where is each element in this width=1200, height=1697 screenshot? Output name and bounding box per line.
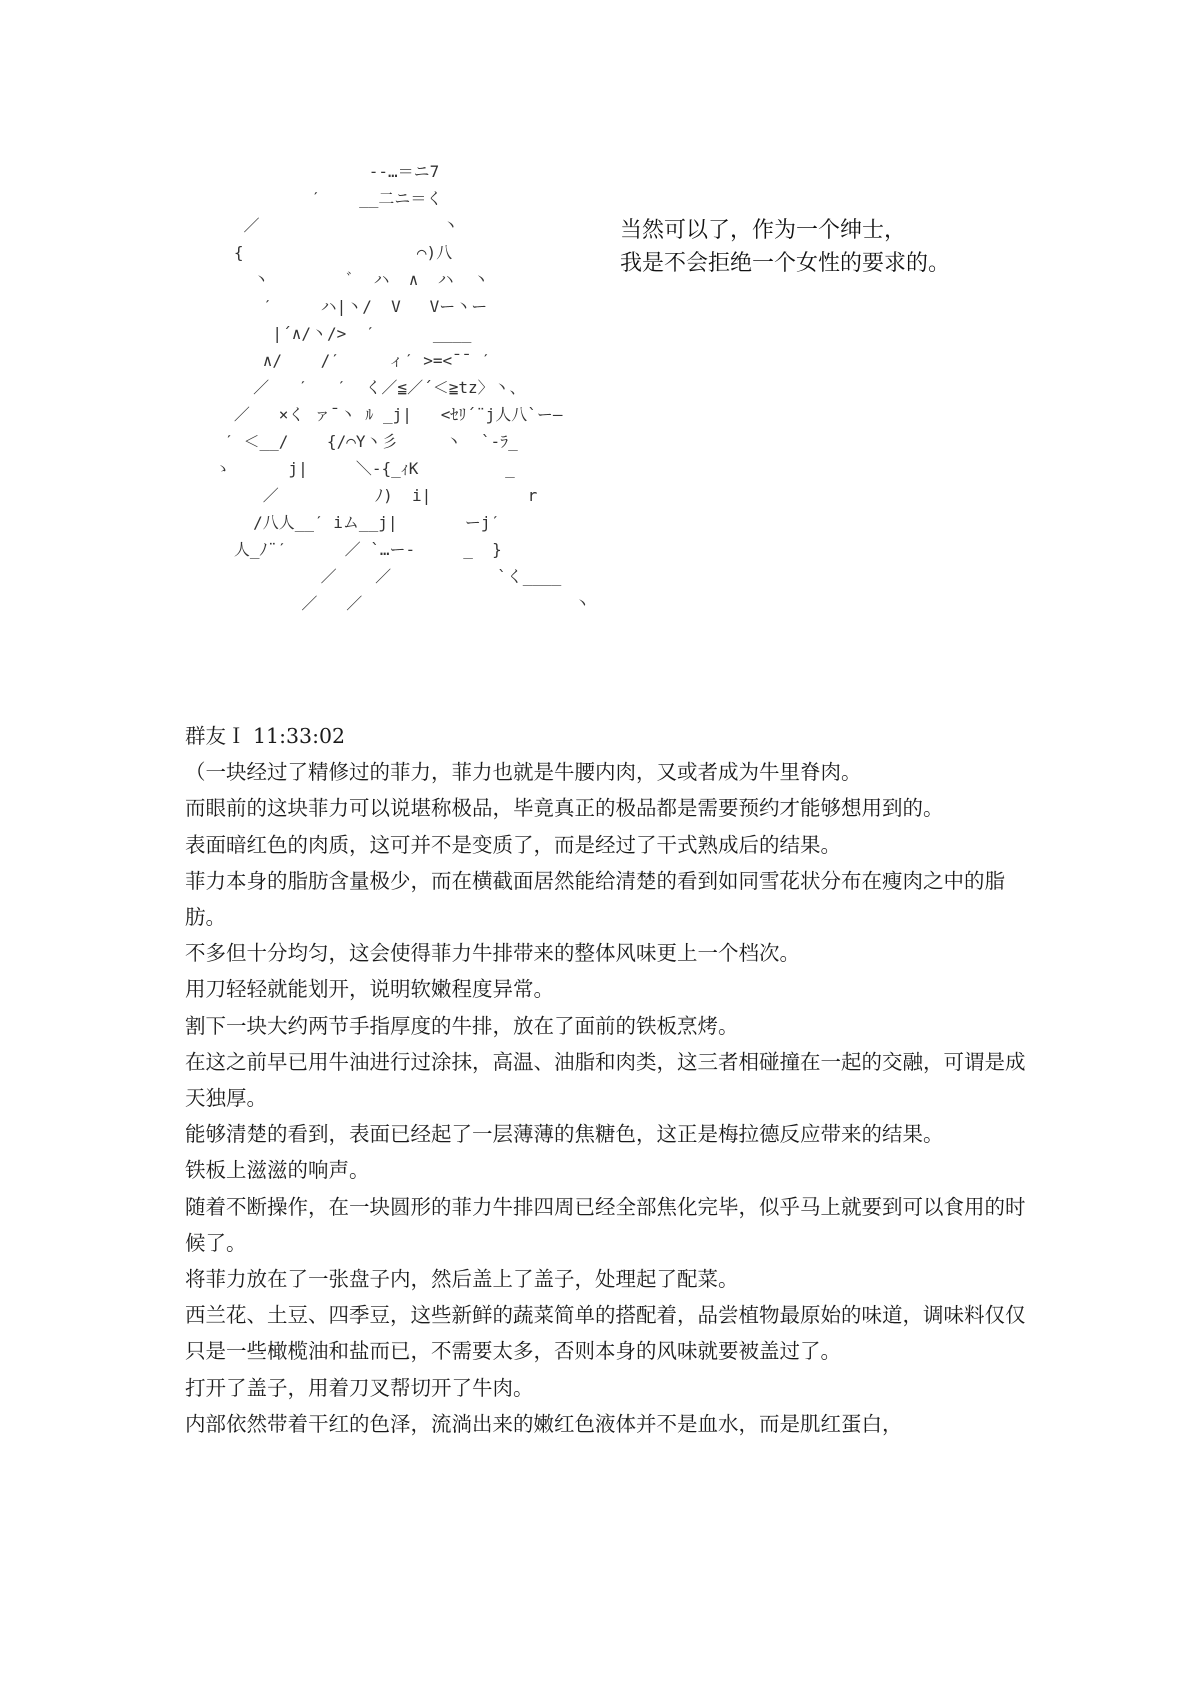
ascii-art-line: ˊ __二ニ＝く [205,189,443,208]
ascii-art-line: ／ ×く ァ¯丶 ﾙ _j| <ｾﾘ´¨j人八`ー― [205,405,563,424]
paragraph: 西兰花、土豆、四季豆，这些新鲜的蔬菜简单的搭配着，品尝植物最原始的味道，调味料仅仅只是一些橄榄油和盐而已，不需要太多，否则本身的风味就要被盖过了。 [185,1303,1026,1364]
speech-line: 我是不会拒绝一个女性的要求的。 [620,251,951,276]
paragraph: 在这之前早已用牛油进行过涂抹，高温、油脂和肉类，这三者相碰撞在一起的交融，可谓是成天独厚。 [185,1049,1026,1111]
ascii-art-line: ／ ﾉ) i| r [205,486,538,505]
ascii-art-line: ˊ ＜__/ {/⌒Y丶彡 丶 `-ﾗ_ [205,432,518,451]
ascii-art-illustration [205,158,590,617]
ascii-art-line: |´∧/丶/> ˊ ____ [205,324,472,343]
ascii-art-line: /八人__ˊ iム__j| ーjˊ [205,513,501,532]
ascii-art-line: { ⌒)八 [205,243,453,262]
paragraph: 将菲力放在了一张盘子内，然后盖上了盖子，处理起了配菜。 [185,1267,739,1292]
ascii-art-line: -‐…＝ニ7 [205,162,440,181]
chat-log [185,718,1035,1442]
paragraph: 用刀轻轻就能划开，说明软嫩程度异常。 [185,977,554,1002]
paragraph: 铁板上滋滋的响声。 [185,1158,370,1183]
ascii-art-line: 丶 ﾞ ハ ∧ ハ 丶 [205,270,489,289]
speech-text [620,214,950,280]
paragraph: 内部依然带着干红的色泽，流淌出来的嫩红色液体并不是血水，而是肌红蛋白， [185,1411,903,1436]
paragraph: 随着不断操作，在一块圆形的菲力牛排四周已经全部焦化完毕，似乎马上就要到可以食用的时候了。 [185,1194,1026,1255]
ascii-art-line: 人_ﾉ¨ˊ ／ `…ー- _ } [205,540,502,559]
speech-line: 当然可以了，作为一个绅士， [620,218,907,243]
paragraph: 表面暗红色的肉质，这可并不是变质了，而是经过了干式熟成后的结果。 [185,832,841,857]
paragraph: 打开了盖子，用着刀叉帮切开了牛肉。 [185,1375,534,1400]
paragraph: 割下一块大约两节手指厚度的牛排，放在了面前的铁板烹烤。 [185,1013,739,1038]
ascii-art-line: ／ ／ `く____ [205,567,562,586]
ascii-art-line: ／ 丶 [205,216,459,235]
paragraph: 不多但十分均匀，这会使得菲力牛排带来的整体风味更上一个档次。 [185,941,800,966]
ascii-art-line: ˊ ハ|丶/ V Vー丶ー [205,297,488,316]
paragraph: （一块经过了精修过的菲力，菲力也就是牛腰内肉，又或者成为牛里脊肉。 [185,760,862,785]
message-header: 群友Ｉ 11:33:02 [185,724,346,748]
paragraph: 能够清楚的看到，表面已经起了一层薄薄的焦糖色，这正是梅拉德反应带来的结果。 [185,1122,944,1147]
ascii-art-line: ／ ／ 丶 [205,594,591,613]
paragraph: 菲力本身的脂肪含量极少，而在横截面居然能给清楚的看到如同雪花状分布在瘦肉之中的脂肪。 [185,868,1005,930]
ascii-art-line: ∧/ /ˊ ィˊ >=<¯¯ ˊ [205,351,491,370]
ascii-art-line: ／ ˊ ˊ く／≦／´＜≧tz〉丶、 [205,378,526,397]
paragraph: 而眼前的这块菲力可以说堪称极品，毕竟真正的极品都是需要预约才能够想用到的。 [185,796,944,821]
ascii-art-line: ゝ j| ＼-{_ｨK _ [205,459,515,478]
